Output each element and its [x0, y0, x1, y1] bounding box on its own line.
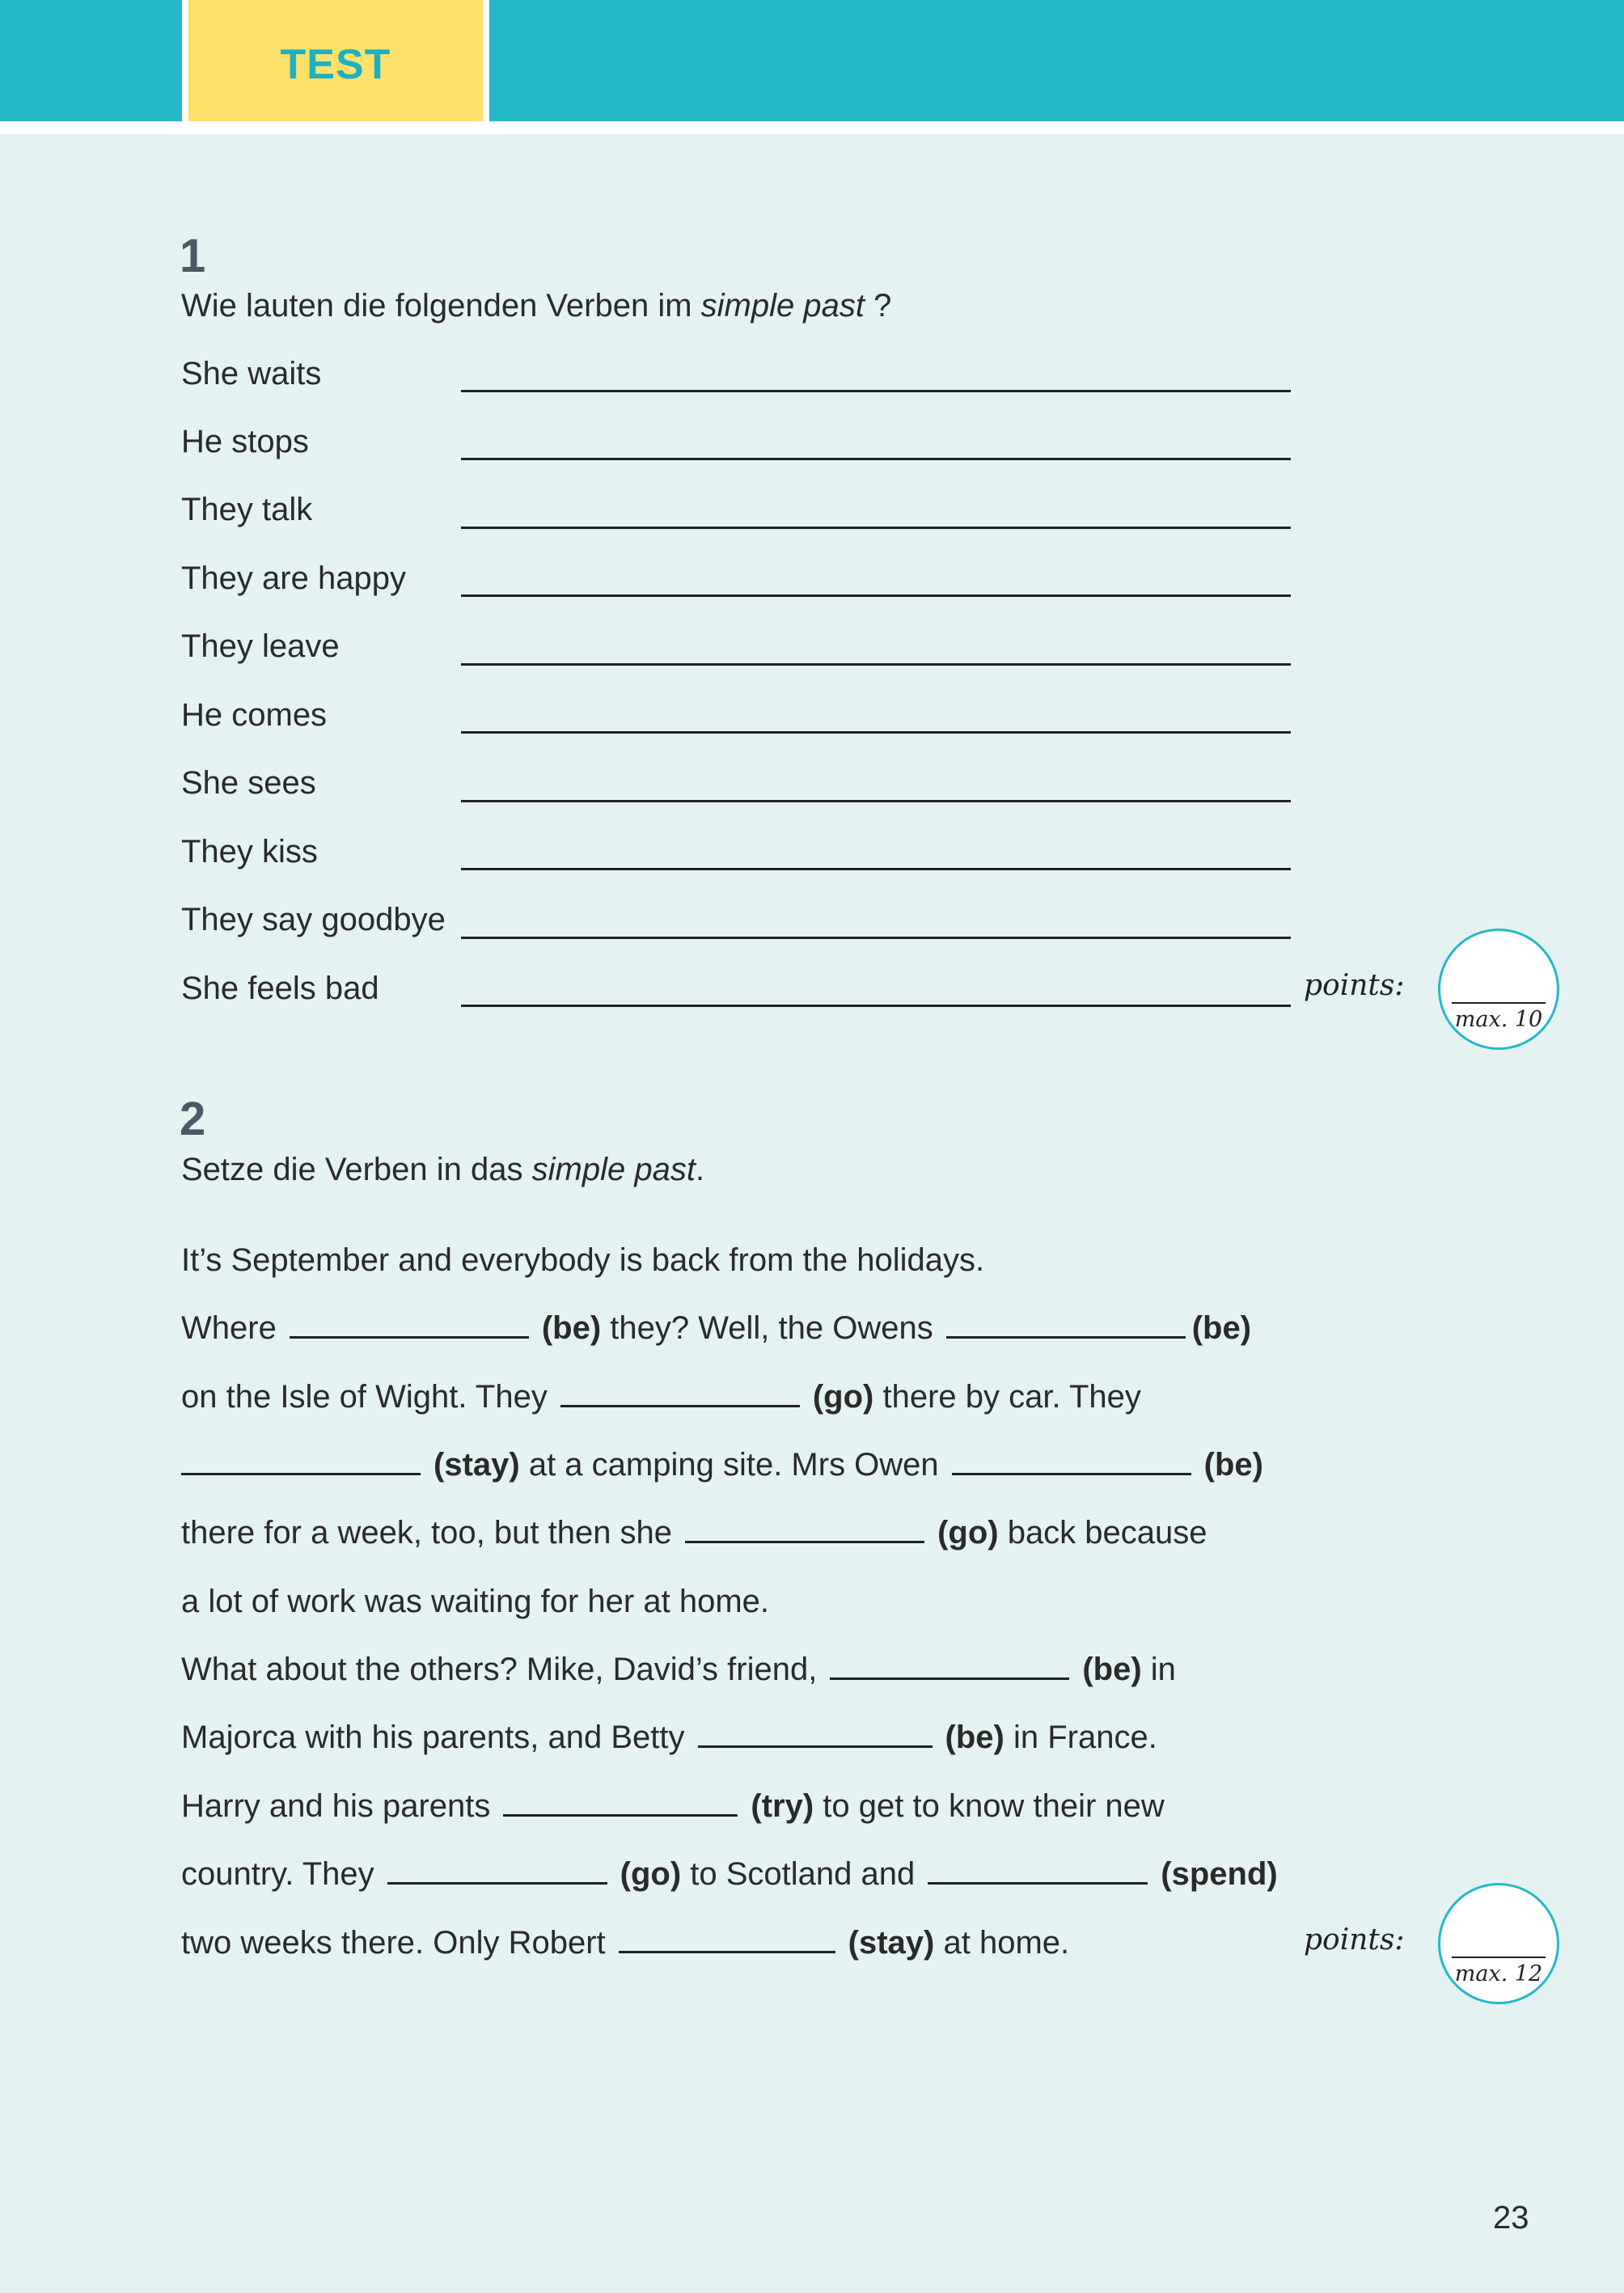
cloze-line: a lot of work was waiting for her at home.: [181, 1584, 769, 1619]
blank[interactable]: [181, 1473, 421, 1475]
points-circle[interactable]: [1438, 1883, 1559, 2004]
answer-line[interactable]: [461, 527, 1291, 529]
section-1-instruction: Wie lauten die folgenden Verben im simple past ?: [181, 288, 892, 324]
test-tab-label: TEST: [280, 41, 391, 88]
answer-line[interactable]: [461, 594, 1291, 597]
blank[interactable]: [698, 1745, 933, 1748]
cloze-line: on the Isle of Wight. They (go) there by car. They: [181, 1379, 1141, 1415]
cloze-line: Where (be) they? Well, the Owens (be): [181, 1310, 1252, 1346]
verb-item-label: They say goodbye: [181, 902, 446, 937]
points-entry-line: [1452, 1957, 1546, 1958]
max-points: max. 12: [1454, 1961, 1543, 1986]
blank[interactable]: [503, 1814, 738, 1817]
verb-item-label: They leave: [181, 628, 340, 664]
blank[interactable]: [928, 1882, 1148, 1885]
cloze-intro: It’s September and everybody is back from the holidays.: [181, 1242, 985, 1278]
test-tab: [182, 0, 489, 121]
blank[interactable]: [290, 1336, 529, 1339]
cloze-line: What about the others? Mike, David’s friend, (be) in: [181, 1652, 1176, 1687]
blank[interactable]: [619, 1951, 835, 1953]
answer-line[interactable]: [461, 800, 1291, 802]
section-1-number: 1: [180, 230, 206, 282]
points-label: points:: [1304, 969, 1405, 1002]
answer-line[interactable]: [461, 390, 1291, 392]
blank[interactable]: [387, 1882, 607, 1885]
answer-line[interactable]: [461, 663, 1291, 666]
verb-item-label: They talk: [181, 492, 313, 527]
cloze-line: Majorca with his parents, and Betty (be) in France.: [181, 1720, 1157, 1755]
section-2-instruction: Setze die Verben in das simple past.: [181, 1152, 705, 1187]
points-label: points:: [1304, 1923, 1405, 1957]
verb-item-label: She waits: [181, 356, 322, 391]
verb-item-label: She sees: [181, 765, 316, 801]
blank[interactable]: [952, 1473, 1191, 1475]
answer-line[interactable]: [461, 458, 1291, 460]
blank[interactable]: [685, 1541, 924, 1543]
verb-item-label: They are happy: [181, 561, 406, 596]
blank[interactable]: [830, 1677, 1069, 1680]
cloze-line: there for a week, too, but then she (go) back because: [181, 1515, 1207, 1551]
verb-item-label: They kiss: [181, 834, 318, 869]
answer-line[interactable]: [461, 868, 1291, 870]
blank[interactable]: [560, 1405, 800, 1407]
cloze-line: Harry and his parents (try) to get to know their new: [181, 1788, 1165, 1824]
blank[interactable]: [946, 1336, 1186, 1339]
points-entry-line: [1452, 1002, 1546, 1004]
verb-item-label: He comes: [181, 697, 328, 733]
cloze-line: two weeks there. Only Robert (stay) at home.: [181, 1925, 1070, 1961]
section-2-number: 2: [180, 1093, 206, 1145]
header-divider: [0, 121, 1624, 134]
answer-line[interactable]: [461, 1005, 1291, 1007]
cloze-line: country. They (go) to Scotland and (spend): [181, 1856, 1278, 1892]
page-number: 23: [1493, 2200, 1529, 2236]
points-circle[interactable]: [1438, 929, 1559, 1050]
max-points: max. 10: [1454, 1007, 1543, 1032]
verb-item-label: She feels bad: [181, 971, 379, 1006]
answer-line[interactable]: [461, 937, 1291, 939]
verb-item-label: He stops: [181, 424, 309, 459]
answer-line[interactable]: [461, 731, 1291, 734]
cloze-line: (stay) at a camping site. Mrs Owen (be): [181, 1447, 1263, 1483]
